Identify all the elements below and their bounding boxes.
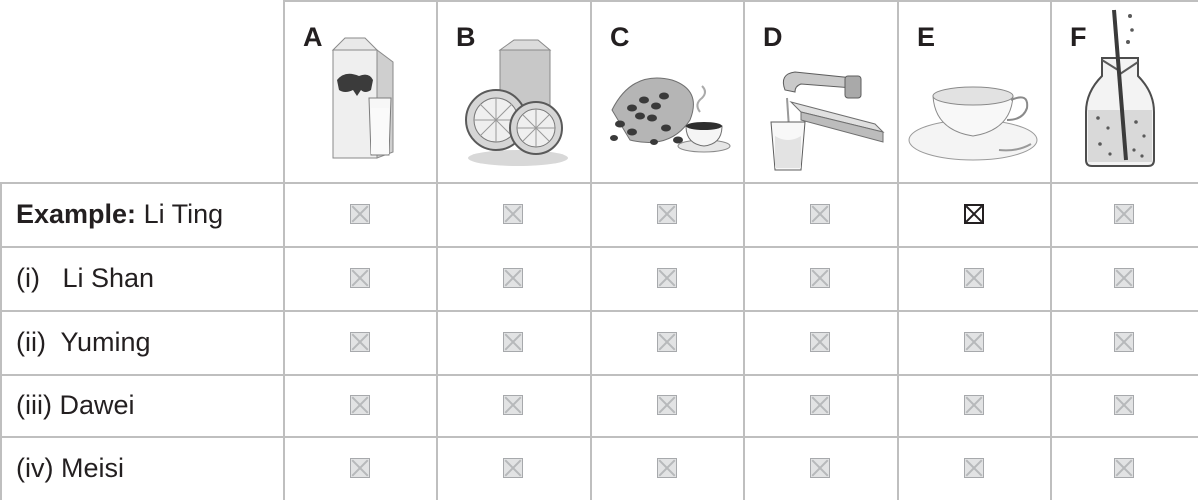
answer-checkbox-c[interactable] <box>657 204 677 224</box>
answer-checkbox-c[interactable] <box>657 332 677 352</box>
grid-line <box>0 182 2 500</box>
answer-checkbox-b[interactable] <box>503 395 523 415</box>
answer-checkbox-d[interactable] <box>810 458 830 478</box>
grid-line <box>0 246 1198 248</box>
answer-checkbox-a[interactable] <box>350 268 370 288</box>
fizzy-drink-icon <box>1052 0 1198 180</box>
grid-line <box>0 436 1198 438</box>
row-label-example <box>16 199 223 229</box>
row-number: (ii) <box>16 327 46 357</box>
column-letter-b: B <box>456 22 476 52</box>
student-name: Dawei <box>59 390 135 420</box>
answer-checkbox-d[interactable] <box>810 395 830 415</box>
answer-checkbox-a[interactable] <box>350 204 370 224</box>
answer-checkbox-a[interactable] <box>350 332 370 352</box>
tap-water-icon <box>745 0 895 180</box>
answer-checkbox-f[interactable] <box>1114 268 1134 288</box>
answer-checkbox-c[interactable] <box>657 458 677 478</box>
answer-checkbox-e[interactable] <box>964 395 984 415</box>
answer-checkbox-b[interactable] <box>503 332 523 352</box>
answer-checkbox-a[interactable] <box>350 458 370 478</box>
column-letter-d: D <box>763 22 783 52</box>
column-letter-f: F <box>1070 22 1087 52</box>
grid-line <box>0 182 1198 184</box>
column-letter-a: A <box>303 22 323 52</box>
answer-checkbox-d[interactable] <box>810 332 830 352</box>
answer-checkbox-e[interactable] <box>964 332 984 352</box>
answer-checkbox-e[interactable] <box>964 458 984 478</box>
answer-checkbox-e[interactable] <box>964 268 984 288</box>
grid-line <box>0 310 1198 312</box>
teacup-icon <box>899 0 1049 180</box>
row-number: (iii) <box>16 390 52 420</box>
student-name: Li Shan <box>62 263 155 293</box>
grid-line <box>0 374 1198 376</box>
answer-checkbox-f[interactable] <box>1114 458 1134 478</box>
answer-checkbox-c[interactable] <box>657 268 677 288</box>
answer-checkbox-e[interactable] <box>964 204 984 224</box>
milk-carton-icon <box>285 0 435 180</box>
column-letter-e: E <box>917 22 936 52</box>
coffee-beans-icon <box>592 0 742 180</box>
student-name: Li Ting <box>143 199 224 229</box>
row-label-iii <box>16 390 135 420</box>
answer-checkbox-a[interactable] <box>350 395 370 415</box>
example-prefix: Example: <box>16 199 137 229</box>
answer-checkbox-b[interactable] <box>503 268 523 288</box>
answer-checkbox-d[interactable] <box>810 204 830 224</box>
row-number: (iv) <box>16 453 54 483</box>
answer-checkbox-b[interactable] <box>503 458 523 478</box>
answer-checkbox-f[interactable] <box>1114 204 1134 224</box>
row-number: (i) <box>16 263 40 293</box>
answer-checkbox-f[interactable] <box>1114 395 1134 415</box>
row-label-ii <box>16 327 151 357</box>
student-name: Yuming <box>60 327 151 357</box>
column-letter-c: C <box>610 22 630 52</box>
answer-checkbox-b[interactable] <box>503 204 523 224</box>
row-label-i <box>16 263 154 293</box>
answer-checkbox-f[interactable] <box>1114 332 1134 352</box>
answer-checkbox-d[interactable] <box>810 268 830 288</box>
student-name: Meisi <box>61 453 125 483</box>
row-label-iv <box>16 453 124 483</box>
orange-juice-icon <box>438 0 588 180</box>
answer-checkbox-c[interactable] <box>657 395 677 415</box>
